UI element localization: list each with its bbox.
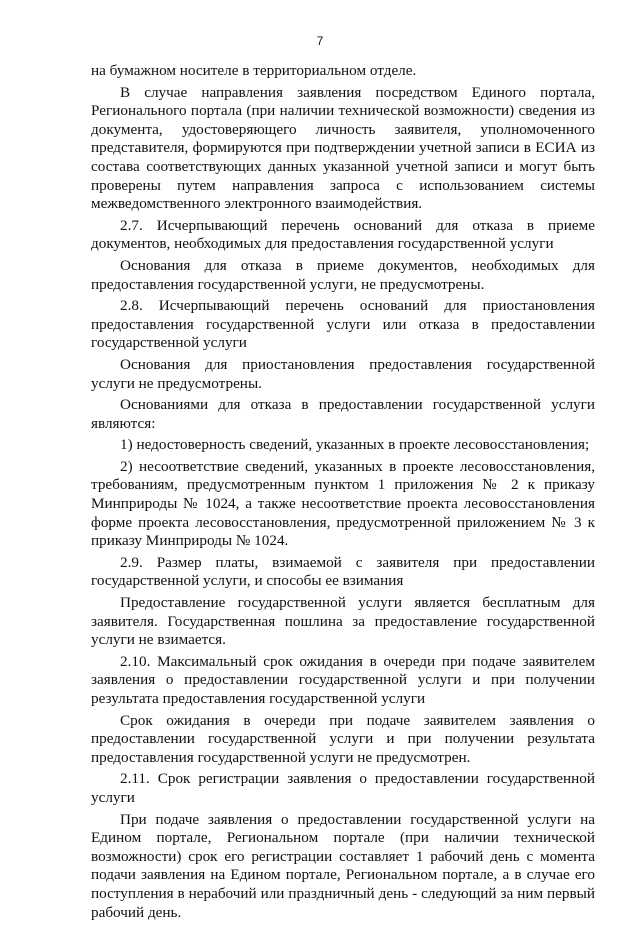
list-item-2: 2) несоответствие сведений, указанных в проекте лесовосстановления, требованиям, предусмотренным пунктом 1 приложения № 2 к приказу Минприроды № 1024, а также несоответствие проекта лесовосстановления форме проекта лесовосстановления, предусмотренной приложением № 3 к приказу Минприроды № 1024. [91,457,595,550]
section-heading-2-10: 2.10. Максимальный срок ожидания в очереди при подаче заявителем заявления о предоставлении государственной услуги и при получении результата предоставления государственной услуги [91,652,595,707]
paragraph-no-suspension-grounds: Основания для приостановления предоставления государственной услуги не предусмотрены. [91,355,595,392]
paragraph-no-refusal-grounds: Основания для отказа в приеме документов, необходимых для предоставления государственной услуги, не предусмотрены. [91,256,595,293]
paragraph-free-service: Предоставление государственной услуги является бесплатным для заявителя. Государственная пошлина за предоставление государственной услуги не взимается. [91,594,595,649]
document-body [91,62,595,925]
paragraph-esia-data: В случае направления заявления посредством Единого портала, Регионального портала (при наличии технической возможности) сведения из документа, удостоверяющего личность заявителя, уполномоченного представителя, формируются при подтверждении учетной записи в ЕСИА из состава соответствующих данных указанной учетной записи и могут быть проверены путем направления запроса с использованием системы межведомственного электронного взаимодействия. [91,83,595,213]
paragraph-refusal-grounds-intro: Основаниями для отказа в предоставлении государственной услуги являются: [91,396,595,432]
section-heading-2-7: 2.7. Исчерпывающий перечень оснований для отказа в приеме документов, необходимых для предоставления государственной услуги [91,216,595,253]
page-number: 7 [316,34,324,48]
paragraph-continuation: на бумажном носителе в территориальном отделе. [91,62,417,79]
section-heading-2-8: 2.8. Исчерпывающий перечень оснований для приостановления предоставления государственной услуги или отказа в предоставлении государственной услуги [91,297,595,352]
section-heading-2-9: 2.9. Размер платы, взимаемой с заявителя при предоставлении государственной услуги, и способы ее взимания [91,553,595,590]
section-heading-2-11: 2.11. Срок регистрации заявления о предоставлении государственной услуги [91,770,595,806]
list-item-1: 1) недостоверность сведений, указанных в проекте лесовосстановления; [120,436,590,454]
paragraph-queue-time: Срок ожидания в очереди при подаче заявителем заявления о предоставлении государственной услуги и при получении результата предоставления государственной услуги не предусмотрен. [91,711,595,766]
paragraph-registration-term: При подаче заявления о предоставлении государственной услуги на Едином портале, Региональном портале (при наличии технической возможности) срок его регистрации составляет 1 рабочий день с момента подачи заявления на Едином портале, Региональном портале, а в случае его поступления в нерабочий или праздничный день - следующий за ним первый рабочий день. [91,810,595,921]
